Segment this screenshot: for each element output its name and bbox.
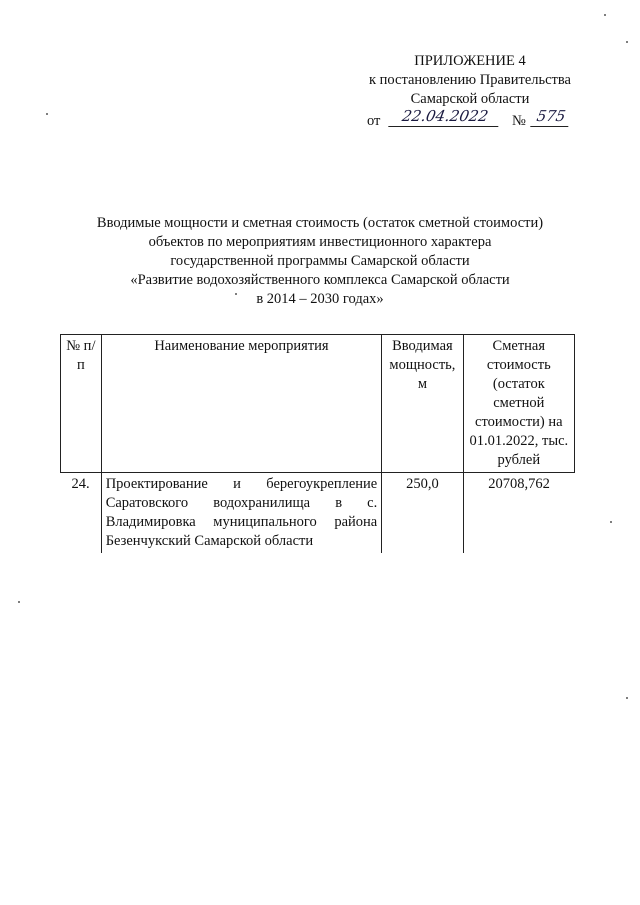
- title-line-4: «Развитие водохозяйственного комплекса Самарской области: [130, 272, 510, 288]
- scan-speck: [604, 14, 606, 16]
- resolution-line: к постановлению Правительства: [369, 72, 571, 88]
- date-number-line: [340, 107, 600, 134]
- scan-speck: [235, 293, 237, 295]
- header-power: Вводимая мощность, м: [382, 335, 463, 473]
- capacity-cost-table: [60, 334, 575, 553]
- scan-speck: [626, 697, 628, 699]
- table-row: [61, 473, 575, 554]
- scan-speck: [610, 521, 612, 523]
- row-power: 250,0: [382, 473, 463, 554]
- document-title: [60, 214, 580, 309]
- header-cost: Сметная стоимость (остаток сметной стоимости) на 01.01.2022, тыс. рублей: [463, 335, 574, 473]
- title-line-3: государственной программы Самарской области: [170, 253, 470, 269]
- handwritten-date: 22.04.2022: [388, 107, 502, 127]
- row-cost: 20708,762: [463, 473, 574, 554]
- title-line-2: объектов по мероприятиям инвестиционного характера: [148, 234, 492, 250]
- header-num: № п/п: [61, 335, 102, 473]
- title-line-5: в 2014 – 2030 годах»: [256, 291, 384, 307]
- scan-speck: [18, 601, 20, 603]
- appendix-title: ПРИЛОЖЕНИЕ 4: [414, 53, 526, 69]
- table-header-row: [61, 335, 575, 473]
- row-num: 24.: [61, 473, 102, 554]
- number-label: №: [512, 113, 526, 129]
- handwritten-number: 575: [530, 107, 572, 127]
- header-name: Наименование мероприятия: [101, 335, 382, 473]
- appendix-header: [340, 52, 600, 134]
- scan-speck: [626, 41, 628, 43]
- from-label: от: [367, 113, 381, 129]
- row-name: Проектирование и берегоукрепление Саратовского водохранилища в с. Владимировка муниципального района Безенчукский Самарской области: [101, 473, 382, 554]
- title-line-1: Вводимые мощности и сметная стоимость (остаток сметной стоимости): [96, 215, 544, 231]
- region-line: Самарской области: [410, 91, 530, 107]
- scan-speck: [46, 113, 48, 115]
